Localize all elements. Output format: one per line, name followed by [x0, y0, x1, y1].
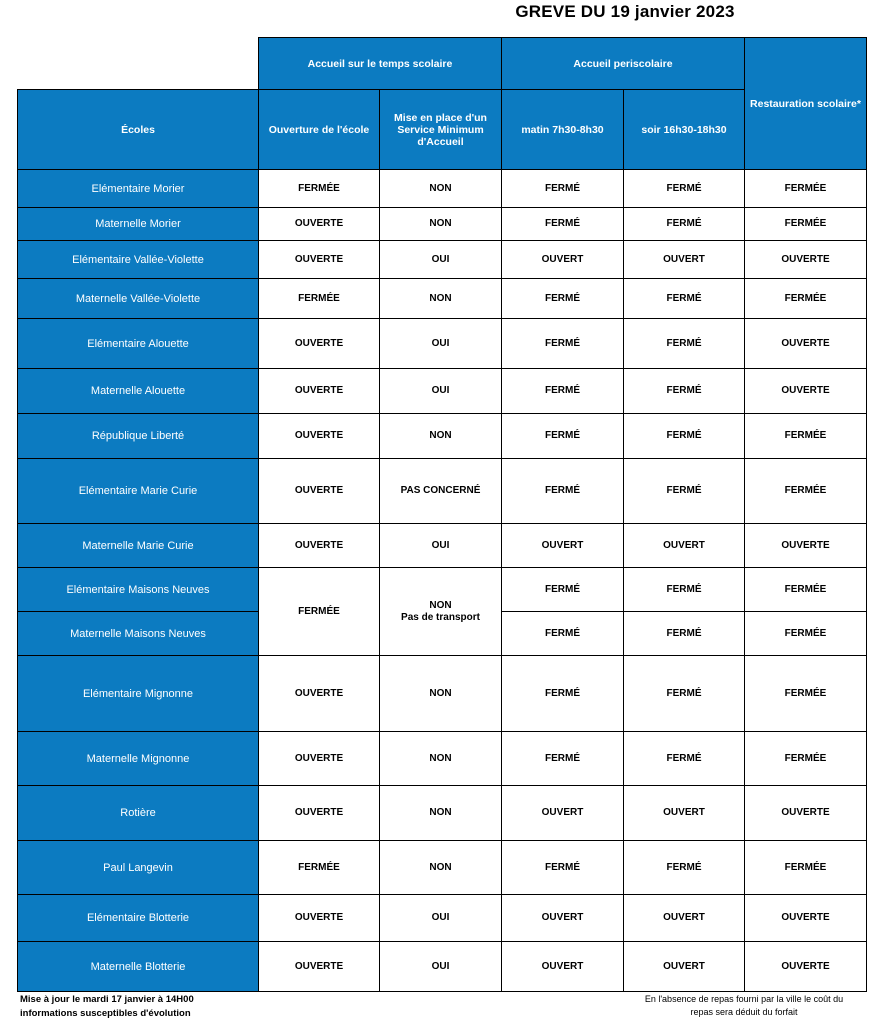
school-name: Elémentaire Blotterie — [18, 895, 259, 942]
restauration-cell: FERMÉE — [745, 841, 867, 895]
header-soir: soir 16h30-18h30 — [624, 90, 745, 170]
soir-cell: FERMÉ — [624, 612, 745, 656]
sma-value: NON — [429, 599, 452, 611]
restauration-cell: FERMÉE — [745, 279, 867, 319]
meal-note-line-1: En l'absence de repas fourni par la ville le coût du — [644, 994, 844, 1004]
restauration-cell: OUVERTE — [745, 241, 867, 279]
restauration-cell: OUVERTE — [745, 369, 867, 414]
sma-cell: OUI — [380, 241, 502, 279]
sma-cell: NON — [380, 279, 502, 319]
soir-cell: FERMÉ — [624, 414, 745, 459]
school-name: Maternelle Marie Curie — [18, 524, 259, 568]
page-title: GREVE DU 19 janvier 2023 — [515, 2, 735, 21]
school-name: Elémentaire Alouette — [18, 319, 259, 369]
sma-cell: NON — [380, 732, 502, 786]
restauration-cell: OUVERTE — [745, 319, 867, 369]
header-ouverture: Ouverture de l'école — [259, 90, 380, 170]
update-line-2: informations susceptibles d'évolution — [20, 1008, 191, 1019]
soir-cell: OUVERT — [624, 524, 745, 568]
table-row — [18, 524, 867, 568]
ouverture-cell: OUVERTE — [259, 459, 380, 524]
sma-cell: NON — [380, 656, 502, 732]
soir-cell: FERMÉ — [624, 459, 745, 524]
soir-cell: FERMÉ — [624, 170, 745, 208]
matin-cell: FERMÉ — [502, 656, 624, 732]
table-row — [18, 170, 867, 208]
soir-cell: FERMÉ — [624, 568, 745, 612]
matin-cell: FERMÉ — [502, 170, 624, 208]
table-row — [18, 568, 867, 612]
sma-cell: OUI — [380, 369, 502, 414]
sma-cell: OUI — [380, 942, 502, 992]
soir-cell: OUVERT — [624, 895, 745, 942]
ouverture-cell: FERMÉE — [259, 568, 380, 656]
ouverture-cell: FERMÉE — [259, 279, 380, 319]
header-restauration: Restauration scolaire* — [745, 38, 867, 170]
table-row — [18, 841, 867, 895]
meal-footnote — [612, 993, 876, 1019]
matin-cell: OUVERT — [502, 942, 624, 992]
table-row — [18, 459, 867, 524]
ouverture-cell: OUVERTE — [259, 319, 380, 369]
restauration-cell: FERMÉE — [745, 732, 867, 786]
header-group-scolaire: Accueil sur le temps scolaire — [259, 38, 502, 90]
sma-cell: NON — [380, 208, 502, 241]
sma-cell: NON — [380, 414, 502, 459]
soir-cell: OUVERT — [624, 786, 745, 841]
sma-cell: PAS CONCERNÉ — [380, 459, 502, 524]
update-line-1: Mise à jour le mardi 17 janvier à 14H00 — [20, 994, 194, 1005]
school-name: Paul Langevin — [18, 841, 259, 895]
ouverture-cell: OUVERTE — [259, 895, 380, 942]
restauration-cell: FERMÉE — [745, 656, 867, 732]
ouverture-cell: OUVERTE — [259, 656, 380, 732]
header-row-group — [18, 38, 867, 90]
restauration-cell: FERMÉE — [745, 459, 867, 524]
ouverture-cell: OUVERTE — [259, 208, 380, 241]
school-name: Maternelle Vallée-Violette — [18, 279, 259, 319]
table-row — [18, 942, 867, 992]
matin-cell: FERMÉ — [502, 612, 624, 656]
table-row — [18, 732, 867, 786]
soir-cell: FERMÉ — [624, 369, 745, 414]
sma-cell: OUI — [380, 524, 502, 568]
soir-cell: FERMÉ — [624, 841, 745, 895]
school-name: République Liberté — [18, 414, 259, 459]
ouverture-cell: OUVERTE — [259, 524, 380, 568]
table-row — [18, 319, 867, 369]
update-note — [20, 993, 194, 1021]
sma-cell: NON — [380, 841, 502, 895]
soir-cell: OUVERT — [624, 942, 745, 992]
matin-cell: FERMÉ — [502, 732, 624, 786]
school-name: Maternelle Maisons Neuves — [18, 612, 259, 656]
header-row-columns — [18, 90, 867, 170]
school-name: Elémentaire Marie Curie — [18, 459, 259, 524]
restauration-cell: FERMÉE — [745, 170, 867, 208]
matin-cell: FERMÉ — [502, 414, 624, 459]
matin-cell: FERMÉ — [502, 319, 624, 369]
restauration-cell: OUVERTE — [745, 942, 867, 992]
sma-cell — [380, 568, 502, 656]
meal-note-line-2: repas sera déduit du forfait — [690, 1007, 798, 1017]
soir-cell: FERMÉ — [624, 319, 745, 369]
sma-note: Pas de transport — [401, 611, 480, 623]
matin-cell: FERMÉ — [502, 208, 624, 241]
school-name: Elémentaire Maisons Neuves — [18, 568, 259, 612]
matin-cell: OUVERT — [502, 524, 624, 568]
sma-cell: OUI — [380, 319, 502, 369]
soir-cell: FERMÉ — [624, 656, 745, 732]
table-row — [18, 895, 867, 942]
ouverture-cell: OUVERTE — [259, 369, 380, 414]
ouverture-cell: FERMÉE — [259, 841, 380, 895]
soir-cell: FERMÉ — [624, 732, 745, 786]
table-row — [18, 414, 867, 459]
soir-cell: OUVERT — [624, 241, 745, 279]
restauration-cell: OUVERTE — [745, 524, 867, 568]
sma-cell: NON — [380, 170, 502, 208]
ouverture-cell: OUVERTE — [259, 732, 380, 786]
header-ecoles: Écoles — [18, 90, 259, 170]
table-row — [18, 208, 867, 241]
restauration-cell: FERMÉE — [745, 568, 867, 612]
school-name: Elémentaire Morier — [18, 170, 259, 208]
matin-cell: FERMÉ — [502, 459, 624, 524]
header-sma: Mise en place d'un Service Minimum d'Accueil — [380, 90, 502, 170]
sma-cell: OUI — [380, 895, 502, 942]
school-name: Maternelle Blotterie — [18, 942, 259, 992]
sma-cell: NON — [380, 786, 502, 841]
ouverture-cell: OUVERTE — [259, 241, 380, 279]
restauration-cell: OUVERTE — [745, 895, 867, 942]
table-row — [18, 786, 867, 841]
matin-cell: OUVERT — [502, 895, 624, 942]
matin-cell: FERMÉ — [502, 841, 624, 895]
matin-cell: FERMÉ — [502, 369, 624, 414]
soir-cell: FERMÉ — [624, 208, 745, 241]
table-row — [18, 369, 867, 414]
table-row — [18, 241, 867, 279]
table-row — [18, 656, 867, 732]
school-name: Elémentaire Vallée-Violette — [18, 241, 259, 279]
matin-cell: OUVERT — [502, 786, 624, 841]
ouverture-cell: FERMÉE — [259, 170, 380, 208]
header-empty-cell — [18, 38, 259, 90]
ouverture-cell: OUVERTE — [259, 786, 380, 841]
matin-cell: FERMÉ — [502, 279, 624, 319]
school-name: Maternelle Alouette — [18, 369, 259, 414]
restauration-cell: FERMÉE — [745, 208, 867, 241]
restauration-cell: OUVERTE — [745, 786, 867, 841]
matin-cell: OUVERT — [502, 241, 624, 279]
school-name: Elémentaire Mignonne — [18, 656, 259, 732]
matin-cell: FERMÉ — [502, 568, 624, 612]
school-name: Maternelle Mignonne — [18, 732, 259, 786]
strike-schedule-table — [17, 37, 867, 992]
school-name: Maternelle Morier — [18, 208, 259, 241]
header-matin: matin 7h30-8h30 — [502, 90, 624, 170]
restauration-cell: FERMÉE — [745, 612, 867, 656]
ouverture-cell: OUVERTE — [259, 414, 380, 459]
school-name: Rotière — [18, 786, 259, 841]
table-row — [18, 279, 867, 319]
ouverture-cell: OUVERTE — [259, 942, 380, 992]
restauration-cell: FERMÉE — [745, 414, 867, 459]
soir-cell: FERMÉ — [624, 279, 745, 319]
header-group-periscolaire: Accueil periscolaire — [502, 38, 745, 90]
